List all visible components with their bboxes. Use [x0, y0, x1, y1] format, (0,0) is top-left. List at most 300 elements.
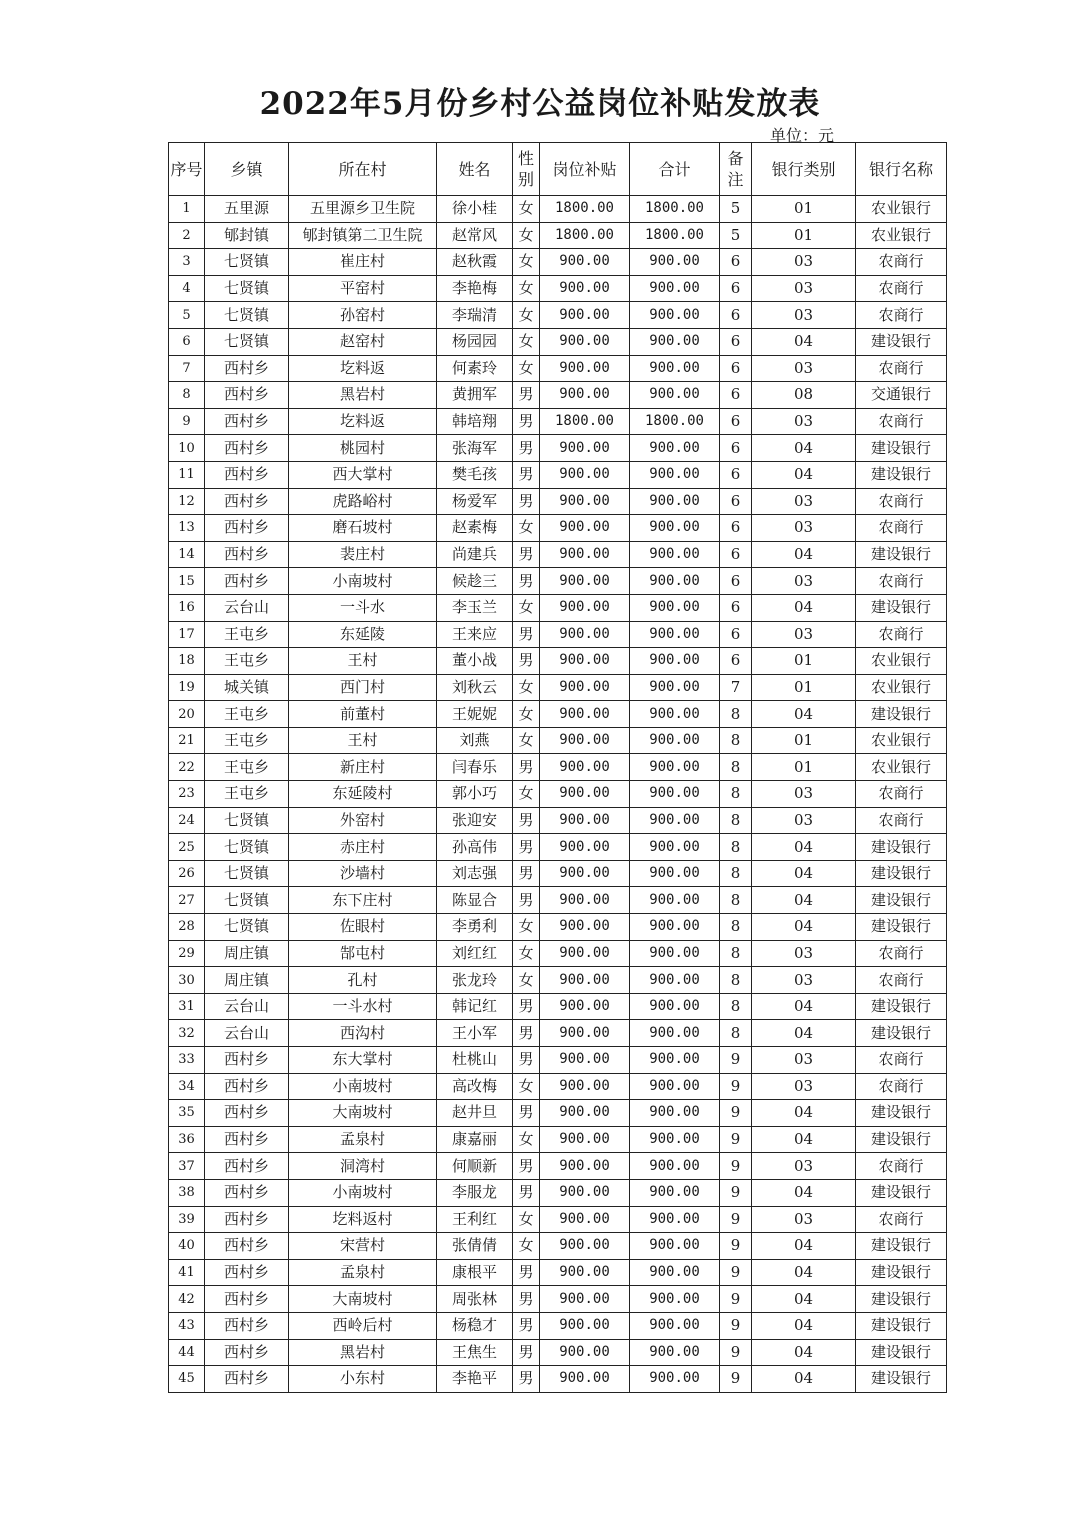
- cell-subsidy: 900.00: [540, 621, 630, 648]
- table-row: [169, 940, 947, 967]
- cell-seq: 10: [169, 435, 205, 462]
- cell-bank-type: 04: [752, 435, 856, 462]
- cell-note: 9: [720, 1259, 752, 1286]
- cell-bank-type: 04: [752, 541, 856, 568]
- cell-village: 郜屯村: [289, 940, 437, 967]
- cell-gender: 男: [513, 1100, 540, 1127]
- cell-seq: 20: [169, 701, 205, 728]
- cell-bank-type: 03: [752, 488, 856, 515]
- cell-gender: 男: [513, 1020, 540, 1047]
- cell-name: 李玉兰: [437, 594, 513, 621]
- cell-name: 王利红: [437, 1206, 513, 1233]
- cell-village: 孔村: [289, 967, 437, 994]
- cell-seq: 5: [169, 302, 205, 329]
- table-row: [169, 1312, 947, 1339]
- cell-bank-name: 农业银行: [856, 196, 947, 223]
- cell-town: 西村乡: [205, 1126, 289, 1153]
- cell-note: 6: [720, 568, 752, 595]
- cell-bank-name: 建设银行: [856, 594, 947, 621]
- cell-subsidy: 900.00: [540, 1339, 630, 1366]
- cell-town: 七贤镇: [205, 887, 289, 914]
- cell-village: 平窑村: [289, 275, 437, 302]
- cell-name: 孙高伟: [437, 834, 513, 861]
- cell-village: 孙窑村: [289, 302, 437, 329]
- cell-note: 9: [720, 1179, 752, 1206]
- cell-town: 王屯乡: [205, 781, 289, 808]
- cell-name: 赵秋霞: [437, 249, 513, 276]
- cell-bank-name: 农业银行: [856, 727, 947, 754]
- cell-seq: 30: [169, 967, 205, 994]
- cell-bank-type: 03: [752, 807, 856, 834]
- cell-bank-name: 建设银行: [856, 435, 947, 462]
- cell-bank-type: 04: [752, 1312, 856, 1339]
- cell-village: 西门村: [289, 674, 437, 701]
- cell-note: 6: [720, 515, 752, 542]
- cell-seq: 25: [169, 834, 205, 861]
- table-row: [169, 834, 947, 861]
- cell-seq: 31: [169, 993, 205, 1020]
- cell-bank-name: 建设银行: [856, 701, 947, 728]
- table-row: [169, 967, 947, 994]
- cell-bank-type: 01: [752, 674, 856, 701]
- page-title: 2022年5月份乡村公益岗位补贴发放表: [259, 86, 821, 122]
- cell-note: 9: [720, 1286, 752, 1313]
- cell-subsidy: 900.00: [540, 328, 630, 355]
- table-row: [169, 648, 947, 675]
- table-row: [169, 408, 947, 435]
- table-row: [169, 328, 947, 355]
- cell-bank-name: 建设银行: [856, 1179, 947, 1206]
- cell-note: 6: [720, 275, 752, 302]
- cell-total: 1800.00: [630, 408, 720, 435]
- cell-note: 6: [720, 541, 752, 568]
- cell-gender: 女: [513, 727, 540, 754]
- table-row: [169, 461, 947, 488]
- cell-town: 七贤镇: [205, 275, 289, 302]
- cell-subsidy: 900.00: [540, 435, 630, 462]
- cell-note: 8: [720, 940, 752, 967]
- cell-seq: 45: [169, 1366, 205, 1393]
- cell-seq: 32: [169, 1020, 205, 1047]
- cell-bank-type: 01: [752, 648, 856, 675]
- cell-subsidy: 900.00: [540, 1100, 630, 1127]
- table-row: [169, 1259, 947, 1286]
- cell-note: 9: [720, 1206, 752, 1233]
- cell-note: 5: [720, 196, 752, 223]
- cell-name: 黄拥军: [437, 382, 513, 409]
- cell-bank-name: 建设银行: [856, 1126, 947, 1153]
- cell-village: 一斗水村: [289, 993, 437, 1020]
- table-row: [169, 515, 947, 542]
- cell-total: 900.00: [630, 1233, 720, 1260]
- cell-bank-name: 建设银行: [856, 328, 947, 355]
- cell-name: 李服龙: [437, 1179, 513, 1206]
- cell-bank-name: 建设银行: [856, 914, 947, 941]
- cell-subsidy: 900.00: [540, 355, 630, 382]
- header-name: 姓名: [437, 143, 513, 196]
- table-body: [169, 196, 947, 1393]
- cell-town: 西村乡: [205, 355, 289, 382]
- cell-name: 王小军: [437, 1020, 513, 1047]
- cell-seq: 35: [169, 1100, 205, 1127]
- cell-bank-type: 04: [752, 834, 856, 861]
- cell-bank-type: 04: [752, 1020, 856, 1047]
- cell-name: 陈显合: [437, 887, 513, 914]
- cell-total: 900.00: [630, 275, 720, 302]
- cell-bank-type: 03: [752, 621, 856, 648]
- cell-total: 900.00: [630, 993, 720, 1020]
- cell-seq: 6: [169, 328, 205, 355]
- cell-subsidy: 900.00: [540, 887, 630, 914]
- table-row: [169, 1233, 947, 1260]
- cell-bank-name: 农商行: [856, 302, 947, 329]
- cell-seq: 17: [169, 621, 205, 648]
- cell-village: 黑岩村: [289, 1339, 437, 1366]
- cell-bank-name: 农商行: [856, 621, 947, 648]
- cell-name: 刘燕: [437, 727, 513, 754]
- cell-note: 5: [720, 222, 752, 249]
- cell-name: 李艳梅: [437, 275, 513, 302]
- header-bank-type: 银行类别: [752, 143, 856, 196]
- cell-name: 徐小桂: [437, 196, 513, 223]
- table-row: [169, 993, 947, 1020]
- cell-bank-name: 农商行: [856, 249, 947, 276]
- cell-gender: 男: [513, 648, 540, 675]
- cell-note: 8: [720, 860, 752, 887]
- cell-town: 七贤镇: [205, 302, 289, 329]
- cell-bank-type: 04: [752, 328, 856, 355]
- cell-name: 董小战: [437, 648, 513, 675]
- cell-town: 西村乡: [205, 488, 289, 515]
- cell-town: 郇封镇: [205, 222, 289, 249]
- cell-village: 圪料返: [289, 408, 437, 435]
- cell-note: 6: [720, 461, 752, 488]
- cell-bank-type: 04: [752, 860, 856, 887]
- cell-gender: 女: [513, 701, 540, 728]
- cell-bank-name: 建设银行: [856, 1259, 947, 1286]
- cell-bank-name: 农业银行: [856, 674, 947, 701]
- cell-subsidy: 900.00: [540, 275, 630, 302]
- cell-town: 云台山: [205, 594, 289, 621]
- cell-seq: 38: [169, 1179, 205, 1206]
- cell-bank-name: 建设银行: [856, 1286, 947, 1313]
- cell-note: 9: [720, 1233, 752, 1260]
- cell-gender: 男: [513, 1312, 540, 1339]
- cell-village: 外窑村: [289, 807, 437, 834]
- cell-village: 大南坡村: [289, 1286, 437, 1313]
- table-row: [169, 1366, 947, 1393]
- cell-name: 刘志强: [437, 860, 513, 887]
- cell-village: 西岭后村: [289, 1312, 437, 1339]
- cell-bank-type: 04: [752, 594, 856, 621]
- cell-town: 西村乡: [205, 1073, 289, 1100]
- cell-total: 900.00: [630, 834, 720, 861]
- cell-town: 西村乡: [205, 382, 289, 409]
- cell-town: 西村乡: [205, 1366, 289, 1393]
- cell-bank-type: 03: [752, 568, 856, 595]
- cell-village: 小南坡村: [289, 1073, 437, 1100]
- cell-total: 900.00: [630, 648, 720, 675]
- cell-total: 900.00: [630, 355, 720, 382]
- cell-bank-type: 04: [752, 1126, 856, 1153]
- header-bank-name: 银行名称: [856, 143, 947, 196]
- table-row: [169, 1073, 947, 1100]
- cell-subsidy: 900.00: [540, 940, 630, 967]
- cell-subsidy: 900.00: [540, 1206, 630, 1233]
- cell-seq: 16: [169, 594, 205, 621]
- cell-gender: 男: [513, 1259, 540, 1286]
- cell-total: 900.00: [630, 887, 720, 914]
- cell-bank-name: 建设银行: [856, 461, 947, 488]
- cell-gender: 女: [513, 275, 540, 302]
- cell-village: 黑岩村: [289, 382, 437, 409]
- cell-village: 新庄村: [289, 754, 437, 781]
- cell-bank-type: 03: [752, 275, 856, 302]
- table-row: [169, 887, 947, 914]
- table-row: [169, 1020, 947, 1047]
- cell-seq: 44: [169, 1339, 205, 1366]
- cell-name: 王焦生: [437, 1339, 513, 1366]
- cell-village: 郇封镇第二卫生院: [289, 222, 437, 249]
- table-row: [169, 541, 947, 568]
- cell-name: 杜桃山: [437, 1047, 513, 1074]
- cell-town: 王屯乡: [205, 754, 289, 781]
- table-row: [169, 1153, 947, 1180]
- cell-subsidy: 900.00: [540, 1073, 630, 1100]
- cell-seq: 37: [169, 1153, 205, 1180]
- cell-town: 王屯乡: [205, 621, 289, 648]
- cell-seq: 19: [169, 674, 205, 701]
- cell-name: 韩记红: [437, 993, 513, 1020]
- table-row: [169, 196, 947, 223]
- cell-total: 900.00: [630, 1339, 720, 1366]
- cell-bank-type: 04: [752, 461, 856, 488]
- cell-note: 8: [720, 781, 752, 808]
- cell-subsidy: 900.00: [540, 914, 630, 941]
- cell-subsidy: 900.00: [540, 1153, 630, 1180]
- cell-note: 9: [720, 1100, 752, 1127]
- cell-bank-name: 农商行: [856, 1206, 947, 1233]
- unit-label: 单位：元: [770, 126, 835, 145]
- cell-bank-name: 建设银行: [856, 834, 947, 861]
- header-village: 所在村: [289, 143, 437, 196]
- table-row: [169, 594, 947, 621]
- cell-total: 1800.00: [630, 196, 720, 223]
- cell-village: 孟泉村: [289, 1126, 437, 1153]
- cell-gender: 女: [513, 355, 540, 382]
- cell-subsidy: 900.00: [540, 860, 630, 887]
- cell-total: 900.00: [630, 781, 720, 808]
- cell-town: 王屯乡: [205, 727, 289, 754]
- cell-village: 西沟村: [289, 1020, 437, 1047]
- cell-bank-name: 建设银行: [856, 1312, 947, 1339]
- cell-subsidy: 900.00: [540, 993, 630, 1020]
- cell-gender: 女: [513, 914, 540, 941]
- cell-total: 1800.00: [630, 222, 720, 249]
- cell-seq: 28: [169, 914, 205, 941]
- cell-seq: 7: [169, 355, 205, 382]
- cell-gender: 男: [513, 621, 540, 648]
- table-row: [169, 355, 947, 382]
- cell-town: 西村乡: [205, 1047, 289, 1074]
- cell-note: 8: [720, 967, 752, 994]
- cell-total: 900.00: [630, 382, 720, 409]
- cell-total: 900.00: [630, 1206, 720, 1233]
- cell-subsidy: 900.00: [540, 648, 630, 675]
- cell-name: 尚建兵: [437, 541, 513, 568]
- cell-town: 西村乡: [205, 1179, 289, 1206]
- cell-bank-name: 农商行: [856, 1153, 947, 1180]
- cell-seq: 42: [169, 1286, 205, 1313]
- cell-village: 磨石坡村: [289, 515, 437, 542]
- cell-town: 西村乡: [205, 1153, 289, 1180]
- cell-subsidy: 900.00: [540, 674, 630, 701]
- cell-bank-name: 农商行: [856, 940, 947, 967]
- cell-bank-type: 03: [752, 1206, 856, 1233]
- cell-village: 小南坡村: [289, 568, 437, 595]
- cell-bank-type: 08: [752, 382, 856, 409]
- cell-seq: 9: [169, 408, 205, 435]
- cell-town: 西村乡: [205, 435, 289, 462]
- cell-town: 西村乡: [205, 1100, 289, 1127]
- cell-village: 王村: [289, 648, 437, 675]
- cell-bank-type: 03: [752, 408, 856, 435]
- cell-seq: 4: [169, 275, 205, 302]
- table-row: [169, 1047, 947, 1074]
- cell-village: 西大掌村: [289, 461, 437, 488]
- cell-gender: 女: [513, 967, 540, 994]
- cell-bank-type: 03: [752, 302, 856, 329]
- cell-bank-name: 农业银行: [856, 648, 947, 675]
- cell-gender: 男: [513, 568, 540, 595]
- cell-name: 张迎安: [437, 807, 513, 834]
- cell-village: 孟泉村: [289, 1259, 437, 1286]
- table-row: [169, 674, 947, 701]
- cell-town: 西村乡: [205, 1286, 289, 1313]
- cell-subsidy: 900.00: [540, 1126, 630, 1153]
- cell-village: 崔庄村: [289, 249, 437, 276]
- cell-gender: 女: [513, 781, 540, 808]
- cell-subsidy: 900.00: [540, 1312, 630, 1339]
- cell-gender: 男: [513, 807, 540, 834]
- cell-gender: 女: [513, 1126, 540, 1153]
- cell-total: 900.00: [630, 1047, 720, 1074]
- table-row: [169, 1206, 947, 1233]
- cell-town: 西村乡: [205, 568, 289, 595]
- cell-seq: 36: [169, 1126, 205, 1153]
- cell-seq: 1: [169, 196, 205, 223]
- cell-town: 周庄镇: [205, 967, 289, 994]
- cell-name: 李艳平: [437, 1366, 513, 1393]
- cell-village: 大南坡村: [289, 1100, 437, 1127]
- cell-town: 云台山: [205, 1020, 289, 1047]
- cell-bank-name: 农商行: [856, 807, 947, 834]
- cell-bank-name: 建设银行: [856, 993, 947, 1020]
- cell-name: 杨稳才: [437, 1312, 513, 1339]
- cell-gender: 男: [513, 834, 540, 861]
- cell-gender: 男: [513, 461, 540, 488]
- cell-village: 虎路峪村: [289, 488, 437, 515]
- cell-gender: 女: [513, 594, 540, 621]
- table-row: [169, 488, 947, 515]
- cell-total: 900.00: [630, 1259, 720, 1286]
- cell-town: 周庄镇: [205, 940, 289, 967]
- cell-bank-type: 04: [752, 1100, 856, 1127]
- cell-seq: 11: [169, 461, 205, 488]
- cell-subsidy: 900.00: [540, 488, 630, 515]
- cell-note: 8: [720, 754, 752, 781]
- cell-gender: 女: [513, 674, 540, 701]
- cell-village: 东下庄村: [289, 887, 437, 914]
- cell-bank-name: 农商行: [856, 781, 947, 808]
- cell-bank-name: 建设银行: [856, 887, 947, 914]
- cell-subsidy: 900.00: [540, 727, 630, 754]
- cell-gender: 男: [513, 1047, 540, 1074]
- cell-bank-type: 04: [752, 914, 856, 941]
- subsidy-table: [168, 142, 947, 1393]
- cell-note: 9: [720, 1126, 752, 1153]
- cell-note: 8: [720, 701, 752, 728]
- cell-seq: 23: [169, 781, 205, 808]
- cell-bank-name: 农商行: [856, 967, 947, 994]
- cell-name: 王来应: [437, 621, 513, 648]
- cell-village: 五里源乡卫生院: [289, 196, 437, 223]
- cell-seq: 15: [169, 568, 205, 595]
- cell-bank-type: 03: [752, 355, 856, 382]
- cell-gender: 男: [513, 754, 540, 781]
- header-seq: 序号: [169, 143, 205, 196]
- cell-town: 王屯乡: [205, 701, 289, 728]
- cell-seq: 12: [169, 488, 205, 515]
- cell-subsidy: 900.00: [540, 701, 630, 728]
- cell-subsidy: 900.00: [540, 302, 630, 329]
- cell-seq: 21: [169, 727, 205, 754]
- cell-bank-name: 建设银行: [856, 541, 947, 568]
- cell-village: 桃园村: [289, 435, 437, 462]
- cell-subsidy: 900.00: [540, 249, 630, 276]
- cell-seq: 3: [169, 249, 205, 276]
- cell-note: 6: [720, 382, 752, 409]
- cell-town: 七贤镇: [205, 860, 289, 887]
- cell-village: 前董村: [289, 701, 437, 728]
- cell-total: 900.00: [630, 1366, 720, 1393]
- cell-total: 900.00: [630, 967, 720, 994]
- cell-subsidy: 900.00: [540, 834, 630, 861]
- cell-total: 900.00: [630, 1312, 720, 1339]
- cell-bank-name: 农商行: [856, 275, 947, 302]
- cell-note: 9: [720, 1153, 752, 1180]
- cell-seq: 8: [169, 382, 205, 409]
- cell-bank-type: 03: [752, 515, 856, 542]
- cell-bank-name: 建设银行: [856, 1100, 947, 1127]
- cell-subsidy: 900.00: [540, 594, 630, 621]
- cell-note: 9: [720, 1312, 752, 1339]
- cell-bank-type: 04: [752, 1259, 856, 1286]
- cell-total: 900.00: [630, 488, 720, 515]
- cell-total: 900.00: [630, 461, 720, 488]
- cell-gender: 男: [513, 435, 540, 462]
- cell-bank-type: 04: [752, 1366, 856, 1393]
- cell-bank-type: 03: [752, 1047, 856, 1074]
- cell-bank-type: 03: [752, 1073, 856, 1100]
- cell-subsidy: 900.00: [540, 754, 630, 781]
- table-row: [169, 222, 947, 249]
- table-row: [169, 1339, 947, 1366]
- cell-town: 七贤镇: [205, 249, 289, 276]
- table-row: [169, 302, 947, 329]
- cell-subsidy: 900.00: [540, 461, 630, 488]
- table-row: [169, 1100, 947, 1127]
